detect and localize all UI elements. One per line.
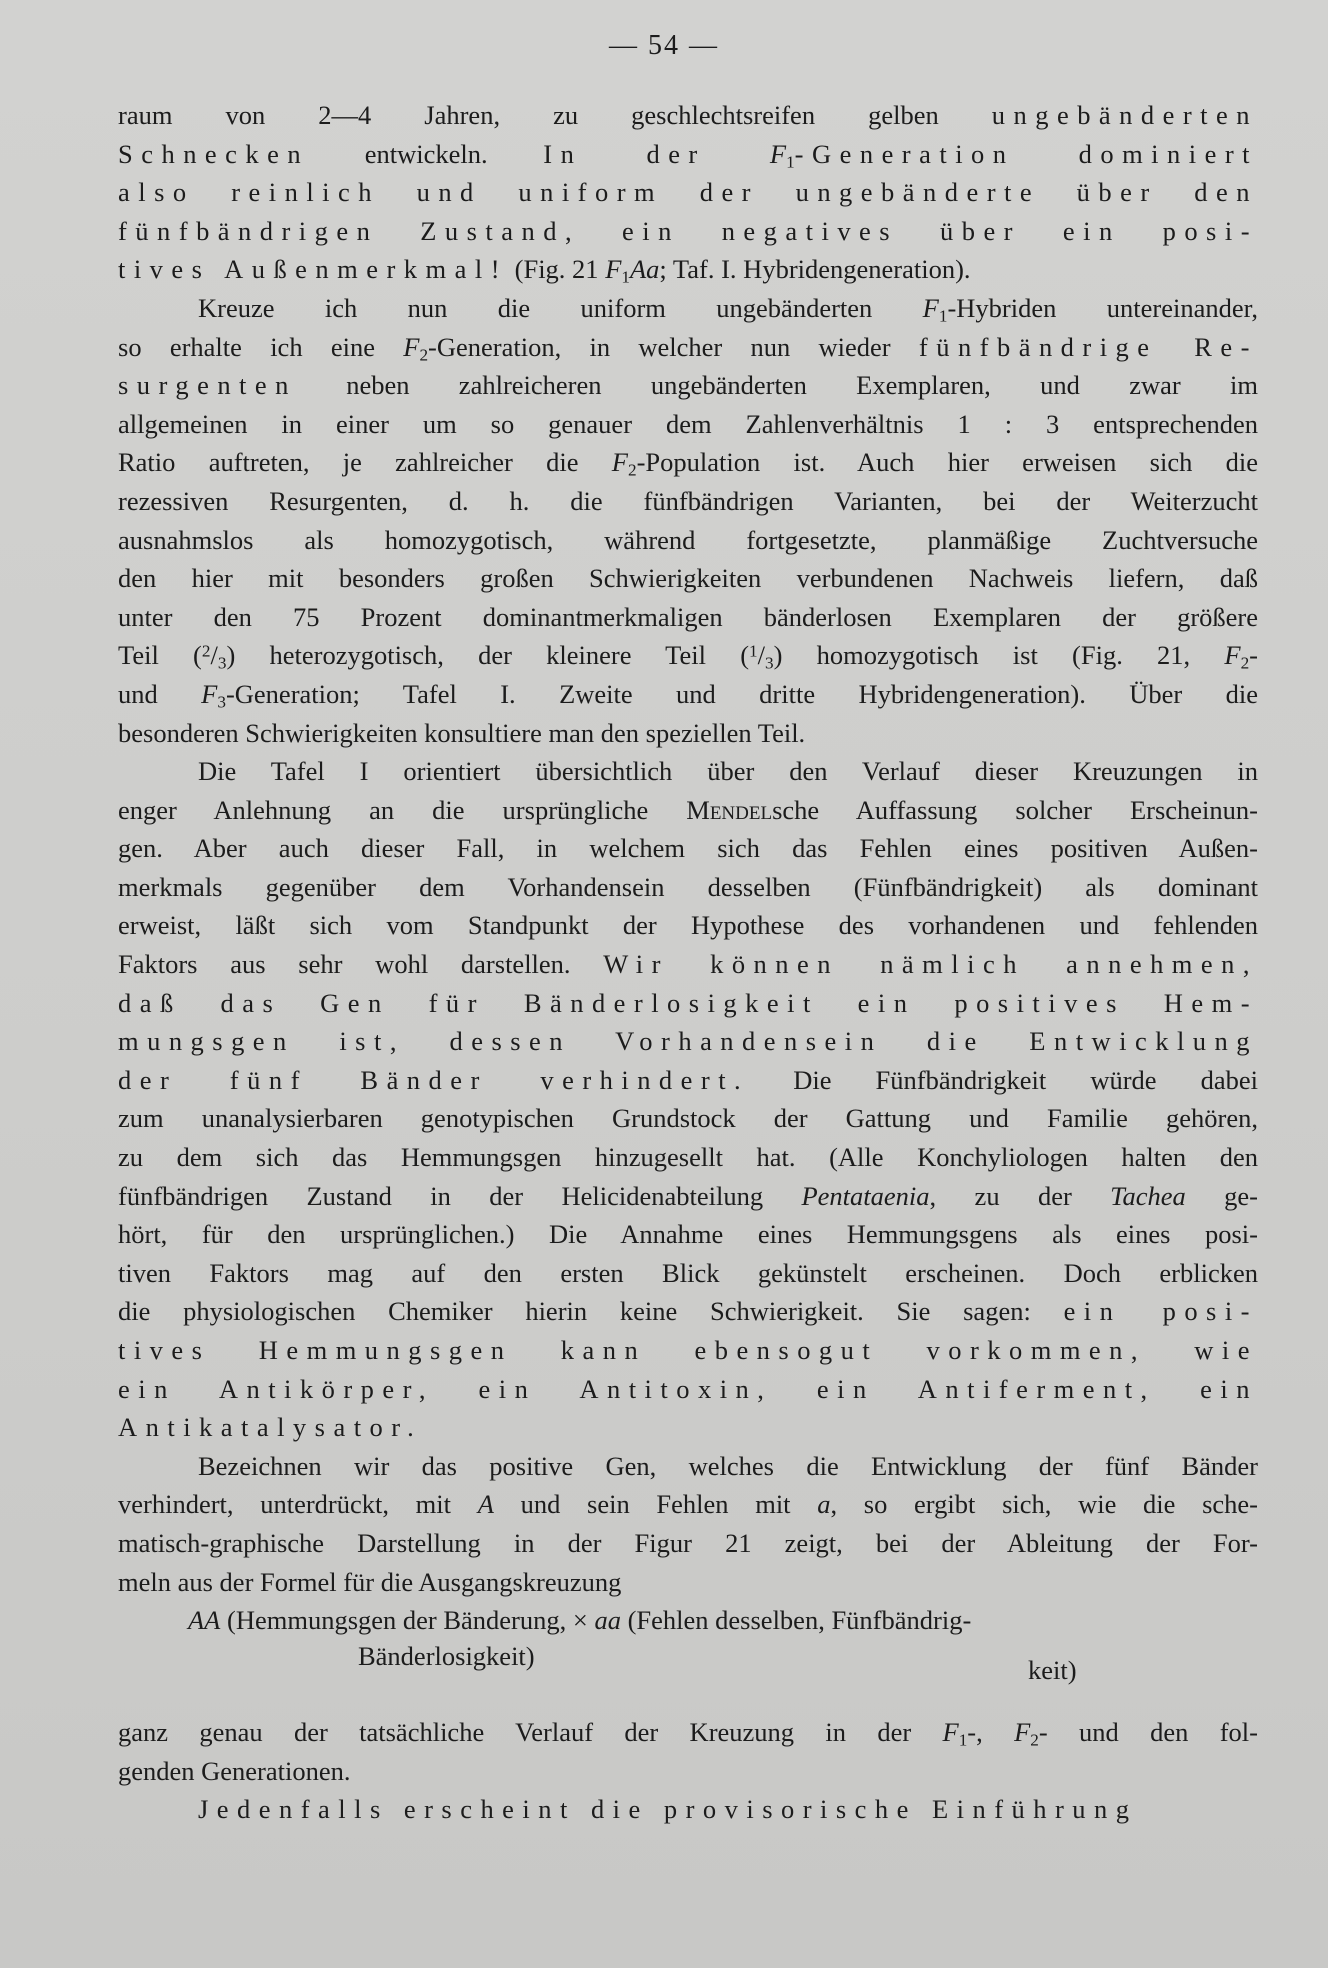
text-segment: die physiologischen Chemiker hierin keine Schwierigkeit. Sie sagen: (118, 1296, 1064, 1327)
text-line (118, 405, 1258, 444)
text-line (118, 366, 1258, 405)
text-segment: F (611, 447, 628, 478)
text-segment: 1 (621, 267, 630, 287)
text-segment: 3 (217, 653, 227, 673)
crossing-formula (118, 1601, 1258, 1713)
formula-end: (Fehlen desselben, Fünfbändrig- (620, 1605, 972, 1636)
text-line (118, 1408, 1258, 1447)
text-line (118, 289, 1258, 328)
text-line (118, 829, 1258, 868)
text-line (118, 1022, 1258, 1061)
text-segment: den hier mit besonders großen Schwierigkeiten verbundenen Nachweis liefern, daß (118, 563, 1258, 594)
text-segment: ) homozygotisch ist (Fig. 21, (773, 640, 1225, 671)
text-line (118, 945, 1258, 984)
text-line (118, 1215, 1258, 1254)
text-segment: enger Anlehnung an die ursprüngliche (118, 794, 687, 825)
text-line (118, 1177, 1258, 1216)
text-segment: -Population ist. Auch hier erweisen sich die (636, 447, 1258, 478)
text-segment: gen. Aber auch dieser Fall, in welchem sich das Fehlen eines positiven Außen- (118, 833, 1258, 864)
text-segment: 1 (786, 151, 795, 171)
text-line (118, 1447, 1258, 1486)
text-segment: 2 (419, 344, 429, 364)
text-segment: Ratio auftreten, je zahlreicher die (118, 447, 612, 478)
text-segment: Schnecken (118, 138, 310, 169)
text-line (118, 984, 1258, 1023)
text-segment: F (922, 292, 939, 323)
text-line (118, 1563, 1258, 1602)
text-segment: Kreuze ich nun die uniform ungebänderten (198, 292, 923, 323)
text-segment: ; Taf. I. Hybridengeneration). (659, 254, 971, 285)
text-segment: daß das Gen für Bänderlosigkeit ein positives Hem- (118, 987, 1258, 1018)
text-line (118, 135, 1258, 174)
text-segment: fünfbändrige Re- (918, 331, 1258, 362)
text-segment: entwickeln. (309, 138, 544, 169)
text-segment: 2 (1240, 653, 1250, 673)
text-segment: 3 (217, 692, 226, 712)
text-segment: A (477, 1489, 494, 1520)
text-segment: mungsgen ist, dessen Vorhandensein die Entwicklung (118, 1026, 1258, 1057)
text-segment: merkmals gegenüber dem Vorhandensein desselben (Fünfbändrigkeit) als dominant (118, 871, 1258, 902)
text-line (118, 1292, 1258, 1331)
formula-line-1 (188, 1601, 971, 1640)
text-segment: Antikatalysator. (118, 1412, 423, 1443)
text-segment: verhindert, unterdrückt, mit (118, 1489, 478, 1520)
text-segment: Jedenfalls erscheint die provisorische Einführung (198, 1794, 1138, 1825)
text-segment: also reinlich und uniform der ungebänderte über den (118, 177, 1258, 208)
text-line (118, 1752, 1258, 1791)
text-segment: Die Fünfbändrigkeit würde dabei (749, 1064, 1258, 1095)
text-segment: F (403, 331, 420, 362)
text-segment: besonderen Schwierigkeiten konsultiere man den speziellen Teil. (118, 717, 806, 748)
text-segment: Faktors aus sehr wohl darstellen. (118, 949, 604, 980)
text-segment: F (1014, 1717, 1031, 1748)
text-line (118, 752, 1258, 791)
text-segment: Mendel (686, 794, 773, 825)
text-segment: matisch-graphische Darstellung in der Figur 21 zeigt, bei der Ableitung der For- (118, 1527, 1258, 1558)
text-segment: Pentataenia (801, 1180, 930, 1211)
text-segment: F (769, 138, 787, 169)
text-segment: Die Tafel I orientiert übersichtlich über den Verlauf dieser Kreuzungen in (198, 756, 1258, 787)
text-line (118, 906, 1258, 945)
text-segment: zum unanalysierbaren genotypischen Grundstock der Gattung und Familie gehören, (118, 1103, 1258, 1134)
text-segment: , so ergibt sich, wie die sche- (830, 1489, 1258, 1520)
text-segment: In der (543, 138, 770, 169)
text-segment: 2 (627, 460, 637, 480)
text-segment: hört, für den ursprünglichen.) Die Annahme eines Hemmungsgens als eines posi- (118, 1219, 1258, 1250)
text-line (118, 521, 1258, 560)
text-segment: ungebänderten (991, 100, 1258, 130)
formula-line-3: keit) (1028, 1655, 1077, 1686)
text-segment: unter den 75 Prozent dominantmerkmaligen bänderlosen Exemplaren der größere (118, 601, 1258, 632)
text-segment: 2 (201, 641, 211, 661)
text-segment: F (605, 254, 622, 285)
text-segment: und (118, 678, 202, 709)
text-line (118, 250, 1258, 289)
text-segment: erweist, läßt sich vom Standpunkt der Hypothese des vorhandenen und fehlenden (118, 910, 1258, 941)
text-line (118, 1790, 1258, 1829)
formula-line-2: Bänderlosigkeit) (358, 1641, 535, 1672)
text-segment: rezessiven Resurgenten, d. h. die fünfbändrigen Varianten, bei der Weiterzucht (118, 485, 1258, 516)
body-text (118, 96, 1258, 1829)
text-segment: Wir können nämlich annehmen, (603, 949, 1258, 980)
text-segment: F (201, 678, 218, 709)
text-segment: ein posi- (1063, 1296, 1258, 1327)
text-segment: - (1249, 640, 1258, 671)
text-line (118, 1524, 1258, 1563)
text-segment: raum von 2—4 Jahren, zu geschlechtsreifen gelben (118, 100, 992, 130)
text-line (118, 443, 1258, 482)
text-segment: - und den fol- (1038, 1717, 1258, 1748)
text-line (118, 1370, 1258, 1409)
text-segment: ein Antikörper, ein Antitoxin, ein Antiferment, ein (118, 1373, 1258, 1404)
text-segment: ) heterozygotisch, der kleinere Teil ( (226, 640, 750, 671)
text-segment: 1 (749, 641, 758, 661)
text-segment: Aa (629, 254, 660, 285)
text-segment: , zu der (929, 1180, 1111, 1211)
text-segment: -Generation; Tafel I. Zweite und dritte Hybridengeneration). Über die (225, 678, 1259, 709)
text-segment: (Fig. 21 (508, 254, 606, 285)
text-line (118, 1061, 1258, 1100)
text-segment: -, (967, 1717, 1015, 1748)
text-segment: surgenten (118, 370, 297, 401)
text-line (118, 328, 1258, 367)
text-segment: allgemeinen in einer um so genauer dem Zahlenverhältnis 1 : 3 entsprechenden (118, 408, 1258, 439)
text-segment: der fünf Bänder verhindert. (118, 1064, 750, 1095)
text-line (118, 636, 1258, 675)
text-segment: Teil ( (118, 640, 202, 671)
formula-AA: AA (188, 1605, 221, 1636)
text-segment: / (757, 640, 766, 671)
text-line (118, 1713, 1258, 1752)
text-segment: und sein Fehlen mit (493, 1489, 818, 1520)
text-line (118, 1099, 1258, 1138)
text-line (118, 1485, 1258, 1524)
text-segment: meln aus der Formel für die Ausgangskreuzung (118, 1566, 622, 1597)
text-segment: tives Hemmungsgen kann ebensogut vorkommen, wie (118, 1335, 1258, 1365)
formula-rest: (Hemmungsgen der Bänderung, × (220, 1605, 595, 1636)
text-line (118, 791, 1258, 830)
text-segment: fünfbändrigen Zustand in der Helicidenabteilung (118, 1180, 802, 1211)
text-segment: sche Auffassung solcher Erscheinun- (772, 794, 1258, 825)
text-line (118, 1331, 1258, 1370)
text-segment: ganz genau der tatsächliche Verlauf der Kreuzung in der (118, 1717, 943, 1748)
text-segment: ge- (1185, 1180, 1258, 1211)
text-segment: Bezeichnen wir das positive Gen, welches die Entwicklung der fünf Bänder (198, 1450, 1258, 1481)
text-segment: so erhalte ich eine (118, 331, 404, 362)
text-segment: zu dem sich das Hemmungsgen hinzugesellt hat. (Alle Konchyliologen halten den (118, 1142, 1258, 1173)
text-line (118, 559, 1258, 598)
text-segment: 1 (938, 306, 948, 326)
text-segment: fünfbändrigen Zustand, ein negatives über ein posi- (118, 215, 1258, 246)
text-segment: Tachea (1110, 1180, 1186, 1211)
text-line (118, 1254, 1258, 1293)
text-segment: tives Außenmerkmal! (118, 254, 508, 285)
text-segment: genden Generationen. (118, 1755, 351, 1786)
text-line (118, 868, 1258, 907)
text-line (118, 1138, 1258, 1177)
text-line (118, 173, 1258, 212)
text-segment: 3 (765, 653, 774, 673)
text-segment: neben zahlreicheren ungebänderten Exemplaren, und zwar im (296, 370, 1258, 401)
text-segment: 1 (958, 1730, 968, 1750)
text-segment: a (817, 1489, 831, 1520)
paragraph-block-main (118, 96, 1258, 1601)
text-segment: -Generation dominiert (794, 138, 1258, 169)
text-line (118, 598, 1258, 637)
text-line (118, 714, 1258, 753)
text-line (118, 675, 1258, 714)
text-line (118, 96, 1258, 135)
text-segment: 2 (1030, 1730, 1039, 1750)
text-segment: tiven Faktors mag auf den ersten Blick gekünstelt erscheinen. Doch erblicken (118, 1257, 1258, 1288)
text-segment: / (210, 640, 218, 671)
formula-aa: aa (594, 1605, 621, 1636)
text-segment: -Hybriden untereinander, (947, 292, 1259, 323)
text-segment: F (942, 1717, 959, 1748)
text-segment: F (1224, 640, 1241, 671)
text-line (118, 212, 1258, 251)
paragraph-block-after (118, 1713, 1258, 1829)
text-segment: -Generation, in welcher nun wieder (428, 331, 919, 362)
text-segment: ausnahmslos als homozygotisch, während fortgesetzte, planmäßige Zuchtversuche (118, 524, 1258, 555)
page-number: — 54 — (609, 30, 719, 61)
text-line (118, 482, 1258, 521)
